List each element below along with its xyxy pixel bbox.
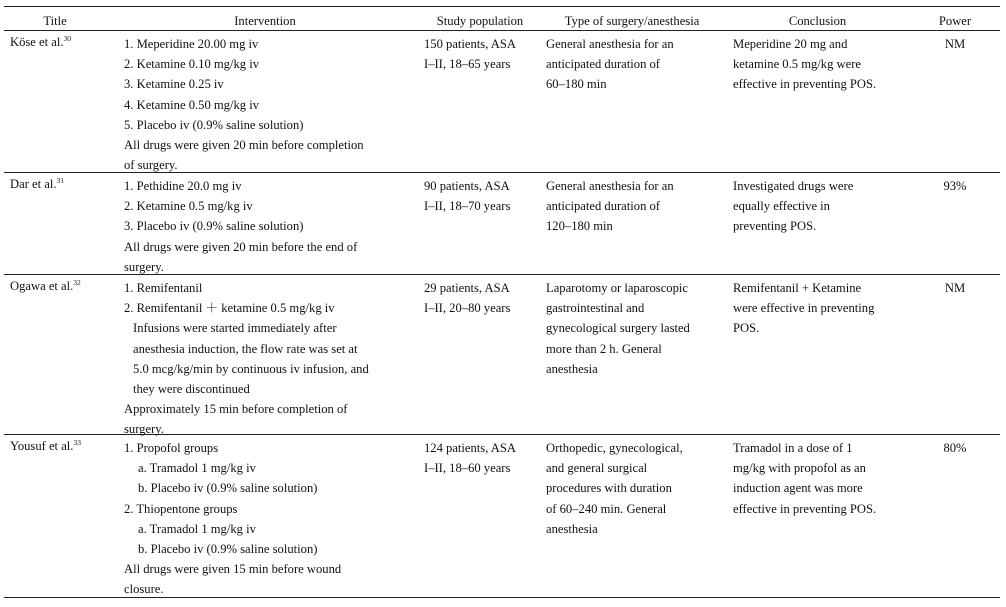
population-line: I–II, 18–65 years [424,57,511,72]
conclusion-line: ketamine 0.5 mg/kg were [733,57,861,72]
intervention-line: 2. Remifentanil ＋ ketamine 0.5 mg/kg iv [124,301,335,316]
conclusion-line: POS. [733,321,760,336]
conclusion-line: effective in preventing POS. [733,501,877,516]
intervention-line: of surgery. [124,158,178,173]
surgery-line: anticipated duration of [546,57,661,72]
conclusion-line: effective in preventing POS. [733,77,877,92]
table-top-rule [4,6,1000,7]
population-line: 90 patients, ASA [424,179,510,193]
surgery-line: 60–180 min [546,77,607,92]
power-value: NM [944,281,966,295]
conclusion-line: Meperidine 20 mg and [733,37,848,51]
surgery-cell [546,438,683,539]
intervention-cell [124,34,364,175]
intervention-line: 3. Ketamine 0.25 iv [124,77,224,92]
conclusion-line: Remifentanil + Ketamine [733,281,862,295]
surgery-line: and general surgical [546,461,648,476]
surgery-line: anesthesia [546,361,598,376]
population-cell [424,438,516,478]
surgery-line: General anesthesia for an [546,37,674,51]
reference-number: 33 [73,438,81,447]
row-title [10,436,81,456]
population-line: 124 patients, ASA [424,441,517,455]
intervention-line: they were discontinued [133,382,250,397]
intervention-line: 5.0 mcg/kg/min by continuous iv infusion, and [133,361,369,376]
conclusion-line: Investigated drugs were [733,179,854,193]
intervention-line: surgery. [124,422,164,437]
surgery-cell [546,34,674,95]
population-line: 150 patients, ASA [424,37,517,51]
surgery-line: General anesthesia for an [546,179,674,193]
intervention-line: 2. Ketamine 0.5 mg/kg iv [124,199,253,214]
intervention-line: 1. Propofol groups [124,441,219,455]
population-line: I–II, 20–80 years [424,301,511,316]
column-header-intervention: Intervention [234,14,296,28]
population-cell [424,34,516,74]
power-value: 80% [943,441,967,455]
power-value: NM [944,37,966,51]
intervention-line: anesthesia induction, the flow rate was set at [133,341,358,356]
conclusion-line: Tramadol in a dose of 1 [733,441,853,455]
intervention-line: a. Tramadol 1 mg/kg iv [138,521,256,536]
intervention-line: b. Placebo iv (0.9% saline solution) [138,542,318,557]
row-title [10,32,71,52]
surgery-line: more than 2 h. General [546,341,662,356]
population-cell [424,278,510,318]
conclusion-cell [733,176,853,237]
reference-number: 30 [63,34,72,43]
surgery-cell [546,278,690,379]
row-title [10,174,64,194]
intervention-line: 1. Pethidine 20.0 mg iv [124,179,242,193]
conclusion-line: equally effective in [733,199,830,214]
intervention-line: a. Tramadol 1 mg/kg iv [138,461,256,476]
surgery-line: gynecological surgery lasted [546,321,690,336]
intervention-cell [124,176,357,277]
surgery-line: 120–180 min [546,219,613,234]
column-header-conclusion: Conclusion [788,14,847,28]
conclusion-cell [733,438,876,519]
conclusion-line: mg/kg with propofol as an [733,461,866,476]
reference-number: 32 [73,278,81,287]
conclusion-line: induction agent was more [733,481,863,496]
intervention-line: Approximately 15 min before completion of [124,402,348,417]
intervention-line: 1. Remifentanil [124,281,203,295]
column-header-surgery: Type of surgery/anesthesia [564,14,700,28]
population-line: 29 patients, ASA [424,281,510,295]
intervention-line: b. Placebo iv (0.9% saline solution) [138,481,318,496]
intervention-line: 4. Ketamine 0.50 mg/kg iv [124,97,260,112]
power-value: 93% [943,179,967,193]
author-name: Köse et al. [10,35,64,49]
population-cell [424,176,510,216]
conclusion-line: preventing POS. [733,219,817,234]
intervention-line: All drugs were given 20 min before completion [124,138,364,153]
intervention-line: Infusions were started immediately after [133,321,337,336]
column-header-title: Title [43,14,67,28]
intervention-cell [124,278,369,440]
surgery-line: of 60–240 min. General [546,501,667,516]
intervention-line: 2. Ketamine 0.10 mg/kg iv [124,57,260,72]
intervention-line: 2. Thiopentone groups [124,501,238,516]
intervention-cell [124,438,341,600]
column-header-power: Power [938,14,972,28]
intervention-line: All drugs were given 20 min before the end of [124,239,358,254]
population-line: I–II, 18–70 years [424,199,511,214]
intervention-line: closure. [124,582,164,597]
intervention-line: 5. Placebo iv (0.9% saline solution) [124,117,304,132]
surgery-line: Orthopedic, gynecological, [546,441,683,455]
intervention-line: surgery. [124,259,164,274]
author-name: Ogawa et al. [10,279,74,293]
surgery-line: gastrointestinal and [546,301,645,316]
surgery-line: anesthesia [546,521,598,536]
surgery-line: Laparotomy or laparoscopic [546,281,688,295]
author-name: Yousuf et al. [10,439,74,453]
author-name: Dar et al. [10,177,57,191]
surgery-cell [546,176,674,237]
intervention-line: 3. Placebo iv (0.9% saline solution) [124,219,304,234]
surgery-line: anticipated duration of [546,199,661,214]
reference-number: 31 [56,176,65,185]
population-line: I–II, 18–60 years [424,461,511,476]
conclusion-cell [733,278,874,339]
conclusion-cell [733,34,876,95]
row-title [10,276,81,296]
header-rule [4,30,1000,31]
conclusion-line: were effective in preventing [733,301,875,316]
column-header-population: Study population [436,14,524,28]
intervention-line: 1. Meperidine 20.00 mg iv [124,37,259,51]
intervention-line: All drugs were given 15 min before wound [124,562,342,577]
surgery-line: procedures with duration [546,481,672,496]
